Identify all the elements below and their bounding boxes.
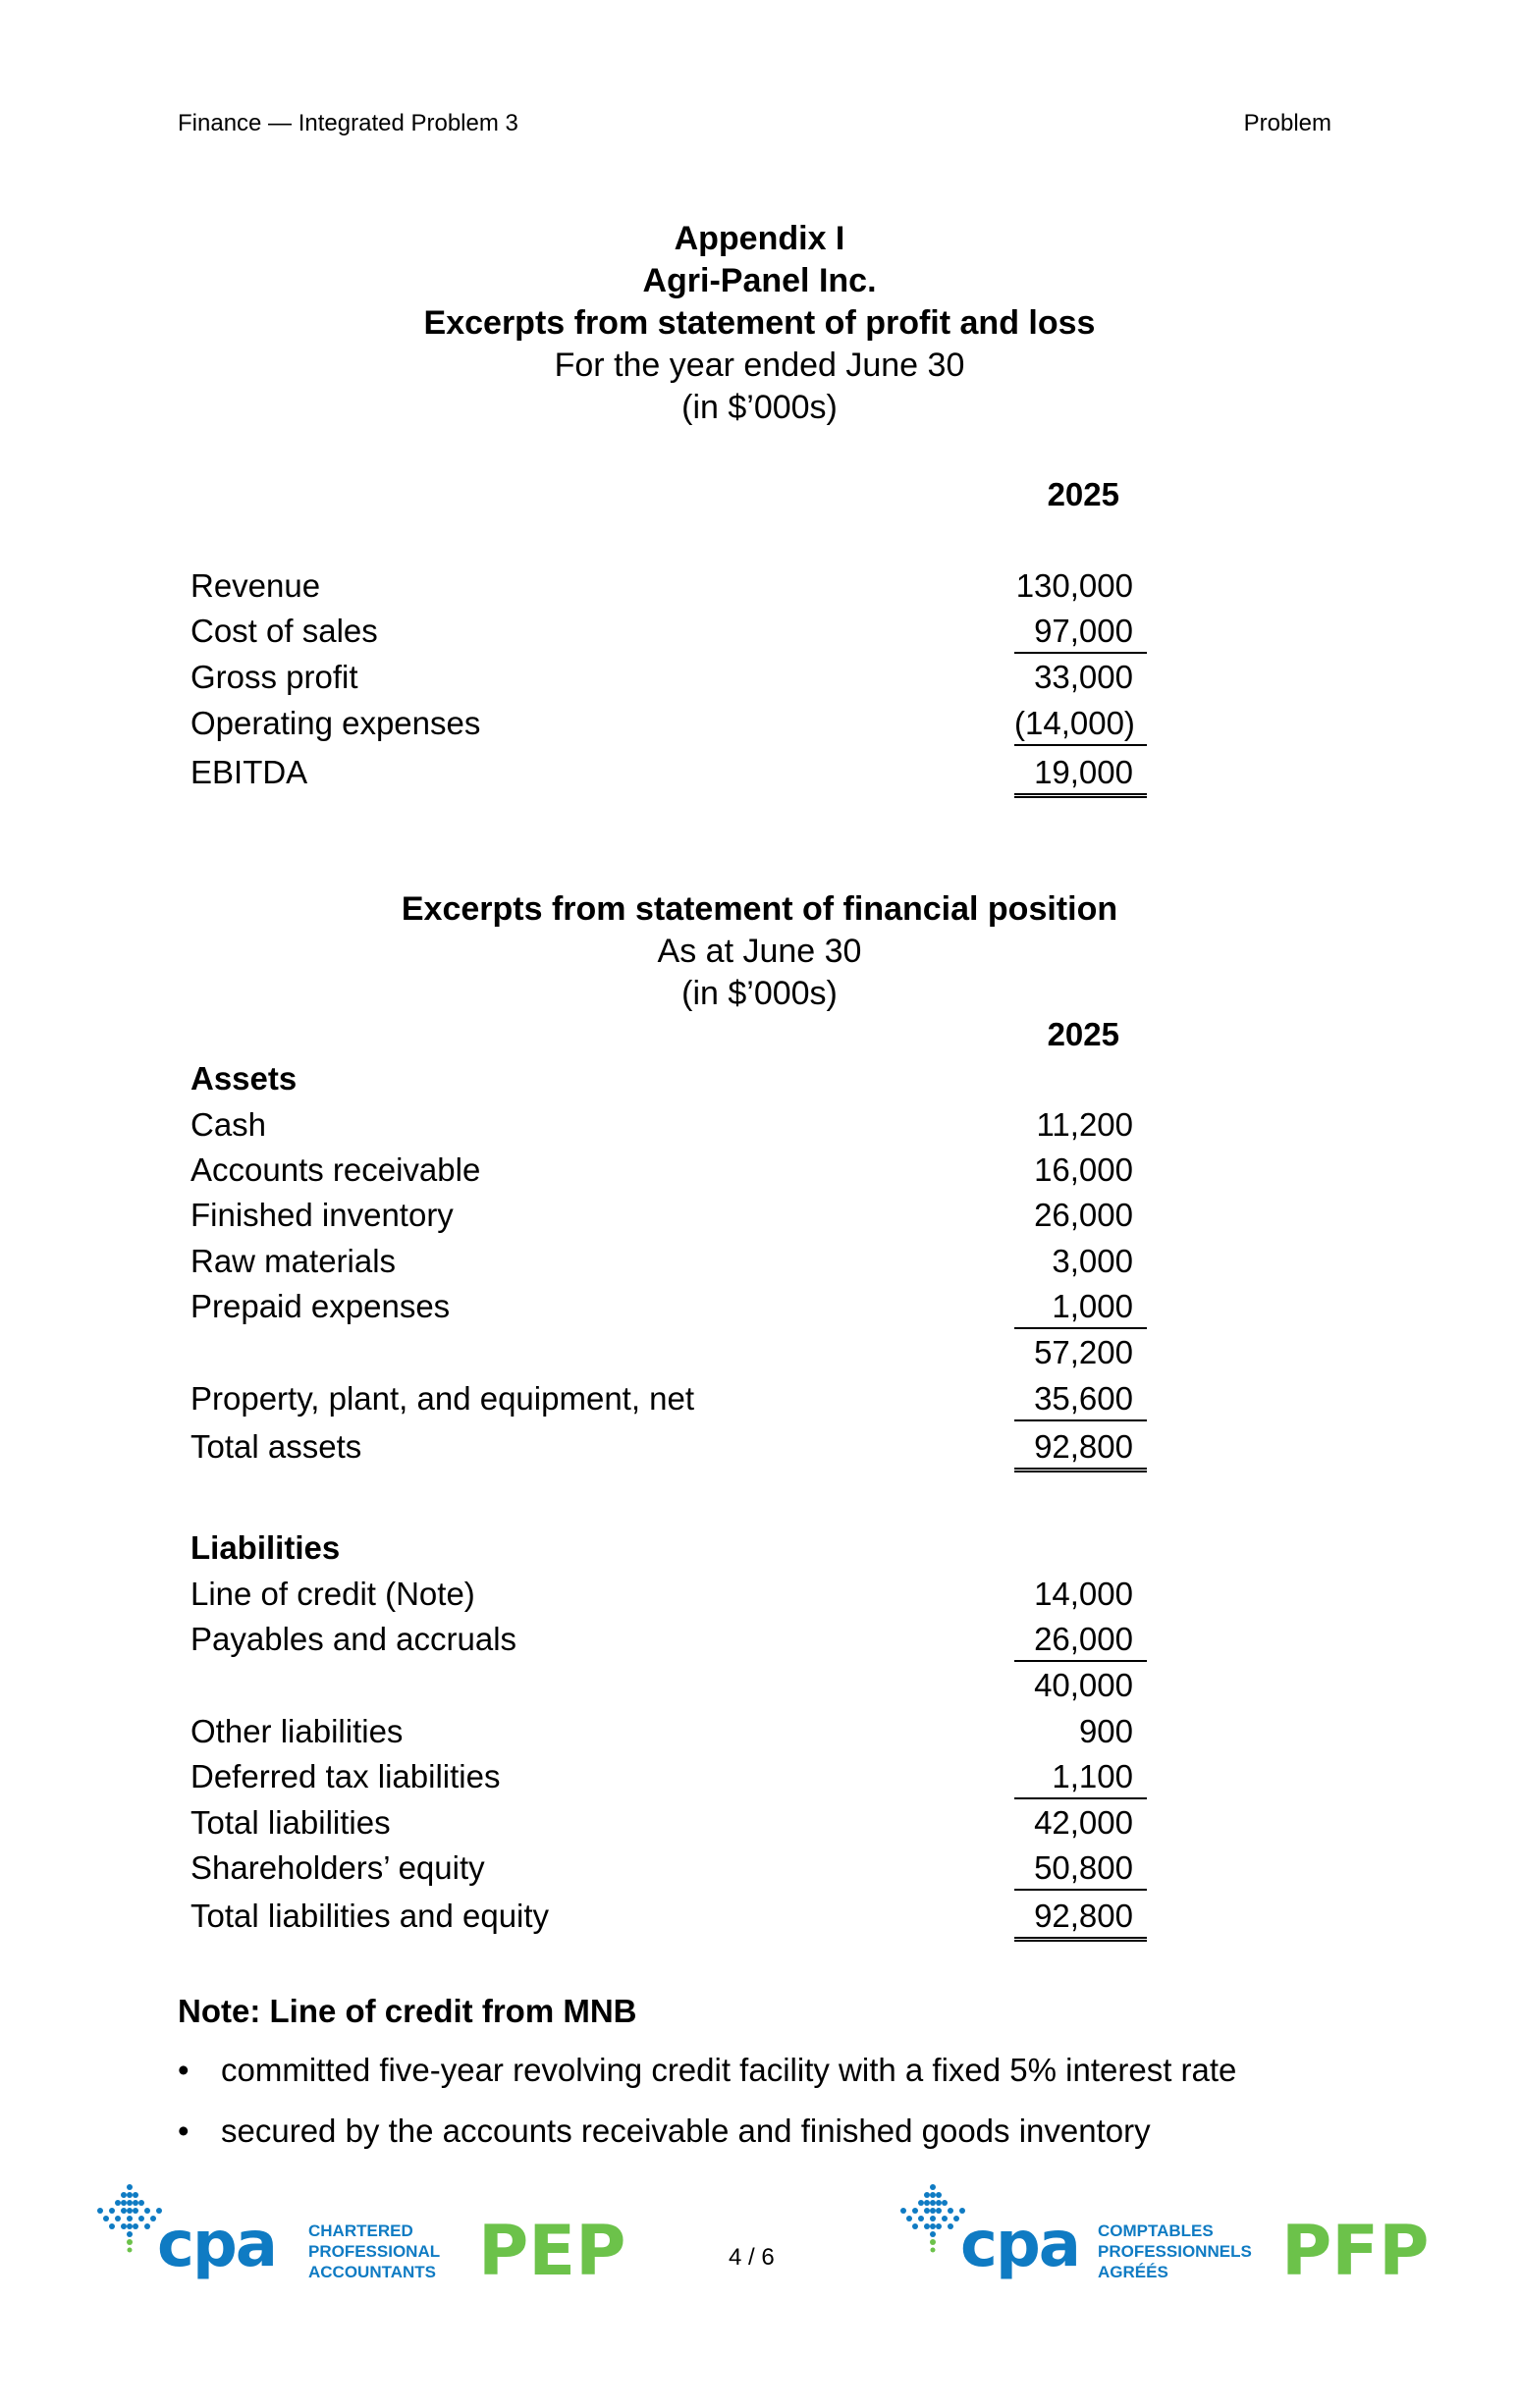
pl-period: For the year ended June 30 — [554, 347, 965, 384]
asset-row — [190, 1106, 1172, 1151]
cpa-subtitle-line: PROFESSIONAL — [308, 2242, 441, 2261]
fp-units: (in $’000s) — [681, 975, 838, 1012]
pl-row — [190, 754, 1172, 799]
company-name: Agri-Panel Inc. — [642, 262, 877, 299]
fp-year-header: 2025 — [1047, 1016, 1119, 1052]
asset-row — [190, 1288, 1172, 1333]
liability-value: 14,000 — [1034, 1576, 1133, 1612]
asset-row — [190, 1243, 1172, 1288]
liability-label: Payables and accruals — [190, 1621, 517, 1657]
pl-units: (in $’000s) — [681, 389, 838, 426]
asset-value: 1,000 — [1014, 1288, 1147, 1329]
asset-label: Accounts receivable — [190, 1151, 481, 1188]
asset-label: Property, plant, and equipment, net — [190, 1380, 695, 1417]
pl-row — [190, 659, 1172, 704]
total-liabilities-equity-value: 92,800 — [1014, 1898, 1147, 1942]
liability-row — [190, 1713, 1172, 1758]
liability-label: Deferred tax liabilities — [190, 1758, 501, 1794]
total-assets-value: 92,800 — [1014, 1428, 1147, 1472]
assets-heading-row — [190, 1060, 1172, 1105]
pl-row-value: 130,000 — [1015, 567, 1133, 604]
liability-label: Line of credit (Note) — [190, 1576, 475, 1612]
fp-title-block — [0, 888, 1519, 1015]
liability-subtotal-value: 40,000 — [1034, 1667, 1133, 1703]
cpa-subtitle-line: ACCOUNTANTS — [308, 2263, 437, 2281]
liability-row — [190, 1576, 1172, 1621]
equity-row — [190, 1849, 1172, 1895]
note-bullet-text: committed five-year revolving credit facility with a fixed 5% interest rate — [221, 2052, 1237, 2088]
pl-row — [190, 613, 1172, 658]
pl-row-label: Operating expenses — [190, 705, 481, 741]
liability-value: 1,100 — [1014, 1758, 1147, 1799]
total-liabilities-value: 42,000 — [1034, 1804, 1133, 1841]
bullet-marker: • — [178, 2052, 190, 2088]
pfp-wordmark: PFP — [1281, 2211, 1430, 2291]
fp-date: As at June 30 — [657, 933, 862, 970]
cpa-subtitle-line: AGRÉÉS — [1098, 2263, 1168, 2281]
liability-row — [190, 1621, 1172, 1666]
cpa-subtitle-line: COMPTABLES — [1098, 2221, 1214, 2240]
asset-label: Prepaid expenses — [190, 1288, 451, 1324]
liability-label: Total liabilities — [190, 1804, 391, 1841]
asset-subtotal-value: 57,200 — [1034, 1334, 1133, 1370]
total-liabilities-equity-row — [190, 1898, 1172, 1943]
liability-value: 26,000 — [1014, 1621, 1147, 1662]
asset-value: 3,000 — [1052, 1243, 1133, 1279]
pl-title-block — [0, 218, 1519, 429]
note-bullet — [178, 2113, 1151, 2150]
pl-row-label: Cost of sales — [190, 613, 378, 649]
pep-wordmark: PEP — [478, 2211, 626, 2291]
page-number: 4 / 6 — [729, 2244, 775, 2271]
pl-row — [190, 567, 1172, 613]
asset-value: 26,000 — [1034, 1197, 1133, 1233]
asset-label: Total assets — [190, 1428, 362, 1465]
cpa-subtitle-line: PROFESSIONNELS — [1098, 2242, 1252, 2261]
note-title: Note: Line of credit from MNB — [178, 1993, 637, 2029]
asset-row — [190, 1380, 1172, 1425]
pl-row-label: Gross profit — [190, 659, 358, 695]
pl-row-value: (14,000) — [1014, 705, 1147, 746]
liability-label: Shareholders’ equity — [190, 1849, 485, 1886]
footer — [0, 2179, 1519, 2327]
asset-label: Finished inventory — [190, 1197, 454, 1233]
cpa-wordmark: cpa — [960, 2209, 1079, 2281]
asset-label: Raw materials — [190, 1243, 397, 1279]
asset-row — [190, 1151, 1172, 1197]
liability-subtotal-row — [190, 1667, 1172, 1712]
pl-row-value: 33,000 — [1034, 659, 1133, 695]
asset-value: 35,600 — [1014, 1380, 1147, 1421]
liability-value: 900 — [1078, 1713, 1133, 1749]
equity-value: 50,800 — [1014, 1849, 1147, 1891]
asset-subtotal-row — [190, 1334, 1172, 1379]
pl-row-value: 19,000 — [1014, 754, 1147, 798]
cpa-subtitle — [308, 2221, 440, 2282]
appendix-title: Appendix I — [674, 220, 845, 257]
bullet-marker: • — [178, 2113, 190, 2149]
asset-value: 16,000 — [1034, 1151, 1133, 1188]
pl-row-value: 97,000 — [1014, 613, 1147, 654]
total-liabilities-row — [190, 1804, 1172, 1849]
liabilities-heading: Liabilities — [190, 1529, 341, 1566]
header-right: Problem — [1243, 110, 1331, 136]
cpa-wordmark: cpa — [157, 2209, 276, 2281]
assets-heading: Assets — [190, 1060, 298, 1097]
pl-row-label: EBITDA — [190, 754, 308, 790]
liability-label: Other liabilities — [190, 1713, 404, 1749]
total-assets-row — [190, 1428, 1172, 1473]
fp-statement-title: Excerpts from statement of financial position — [401, 890, 1118, 928]
asset-label: Cash — [190, 1106, 267, 1143]
pl-row — [190, 705, 1172, 750]
asset-value: 11,200 — [1036, 1106, 1133, 1143]
pl-year-header: 2025 — [1047, 476, 1119, 512]
liability-row — [190, 1758, 1172, 1803]
header-left: Finance — Integrated Problem 3 — [178, 110, 518, 136]
liability-label: Total liabilities and equity — [190, 1898, 550, 1934]
cpa-subtitle-line: CHARTERED — [308, 2221, 413, 2240]
pl-statement-title: Excerpts from statement of profit and loss — [423, 304, 1096, 342]
liabilities-heading-row — [190, 1529, 1172, 1575]
note-bullet-text: secured by the accounts receivable and finished goods inventory — [221, 2113, 1151, 2149]
asset-row — [190, 1197, 1172, 1242]
note-bullet — [178, 2052, 1236, 2089]
cpa-subtitle — [1098, 2221, 1252, 2282]
pl-row-label: Revenue — [190, 567, 321, 604]
